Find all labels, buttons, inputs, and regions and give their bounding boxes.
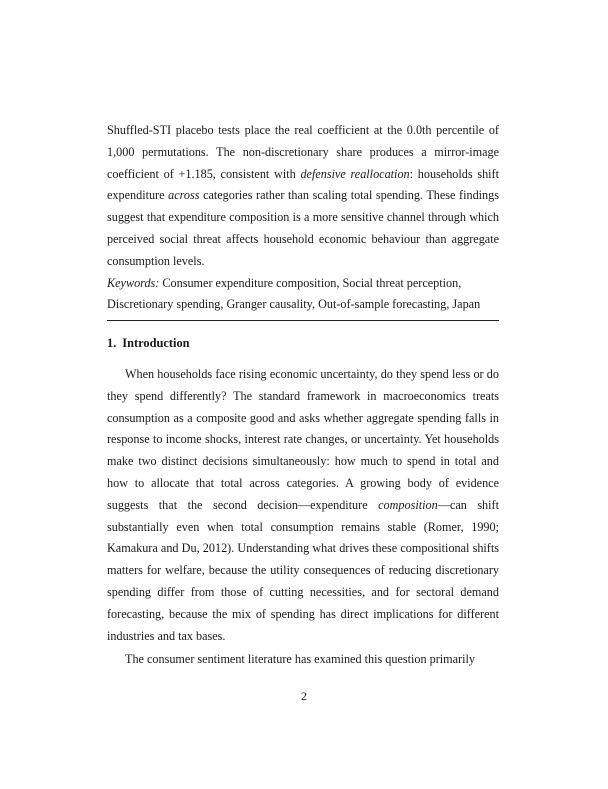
abstract-emphasis-defensive-reallocation: defensive reallocation [300, 166, 410, 181]
intro-paragraph-2: The consumer sentiment literature has examined this question primarily [125, 652, 475, 667]
abstract-sentence-2-mid: : households shift expenditure [107, 166, 499, 203]
intro-paragraph-1 [107, 364, 499, 647]
abstract-paragraph [107, 120, 499, 273]
intro-p1-part-b: —can shift substantially even when total consumption remains stable (Romer, 1990; Kamakura and Du, 2012). Understanding what drives these compositional shifts matters for welfare, because the utility consequences of reducing discretionary spending differ from those of cutting necessities, and for sectoral demand forecasting, because the mix of spending has direct implications for different industries and tax bases. [107, 497, 499, 643]
abstract-sentence-1: Shuffled-STI placebo tests place the real coefficient at the 0.0th percentile of 1,000 permutations. [107, 123, 499, 159]
intro-emphasis-composition: composition [378, 497, 438, 512]
abstract-tail [107, 120, 499, 316]
section-title: Introduction [122, 336, 190, 350]
page-number: 2 [301, 689, 307, 703]
abstract-sentence-2-pre: The non-discretionary share produces a mirror-image coefficient of +1.185, consistent with [107, 144, 499, 181]
keywords-text: Consumer expenditure composition, Social threat perception, Discretionary spending, Granger causality, Out-of-sample forecasting, Japan [107, 275, 481, 312]
keywords [107, 273, 499, 317]
abstract-sentence-2-post: categories rather than scaling total spending. [199, 188, 423, 203]
abstract-emphasis-across: across [168, 188, 200, 203]
abstract-sentence-3: These findings suggest that expenditure composition is a more sensitive channel through which perceived social threat affects household economic behaviour than aggregate consumption levels. [107, 188, 499, 268]
section-divider [107, 320, 499, 321]
keywords-label: Keywords: [107, 275, 160, 290]
section-heading [107, 334, 190, 352]
section-number: 1. [107, 336, 117, 350]
introduction-body [107, 364, 499, 671]
intro-p1-part-a: When households face rising economic uncertainty, do they spend less or do they spend differently? The standard framework in macroeconomics treats consumption as a composite good and asks whether aggregate spending falls in response to income shocks, interest rate changes, or uncertainty. Yet households make two distinct decisions simultaneously: how much to spend in total and how to allocate that total across categories. A growing body of evidence suggests that the second decision—expenditure [107, 367, 499, 512]
